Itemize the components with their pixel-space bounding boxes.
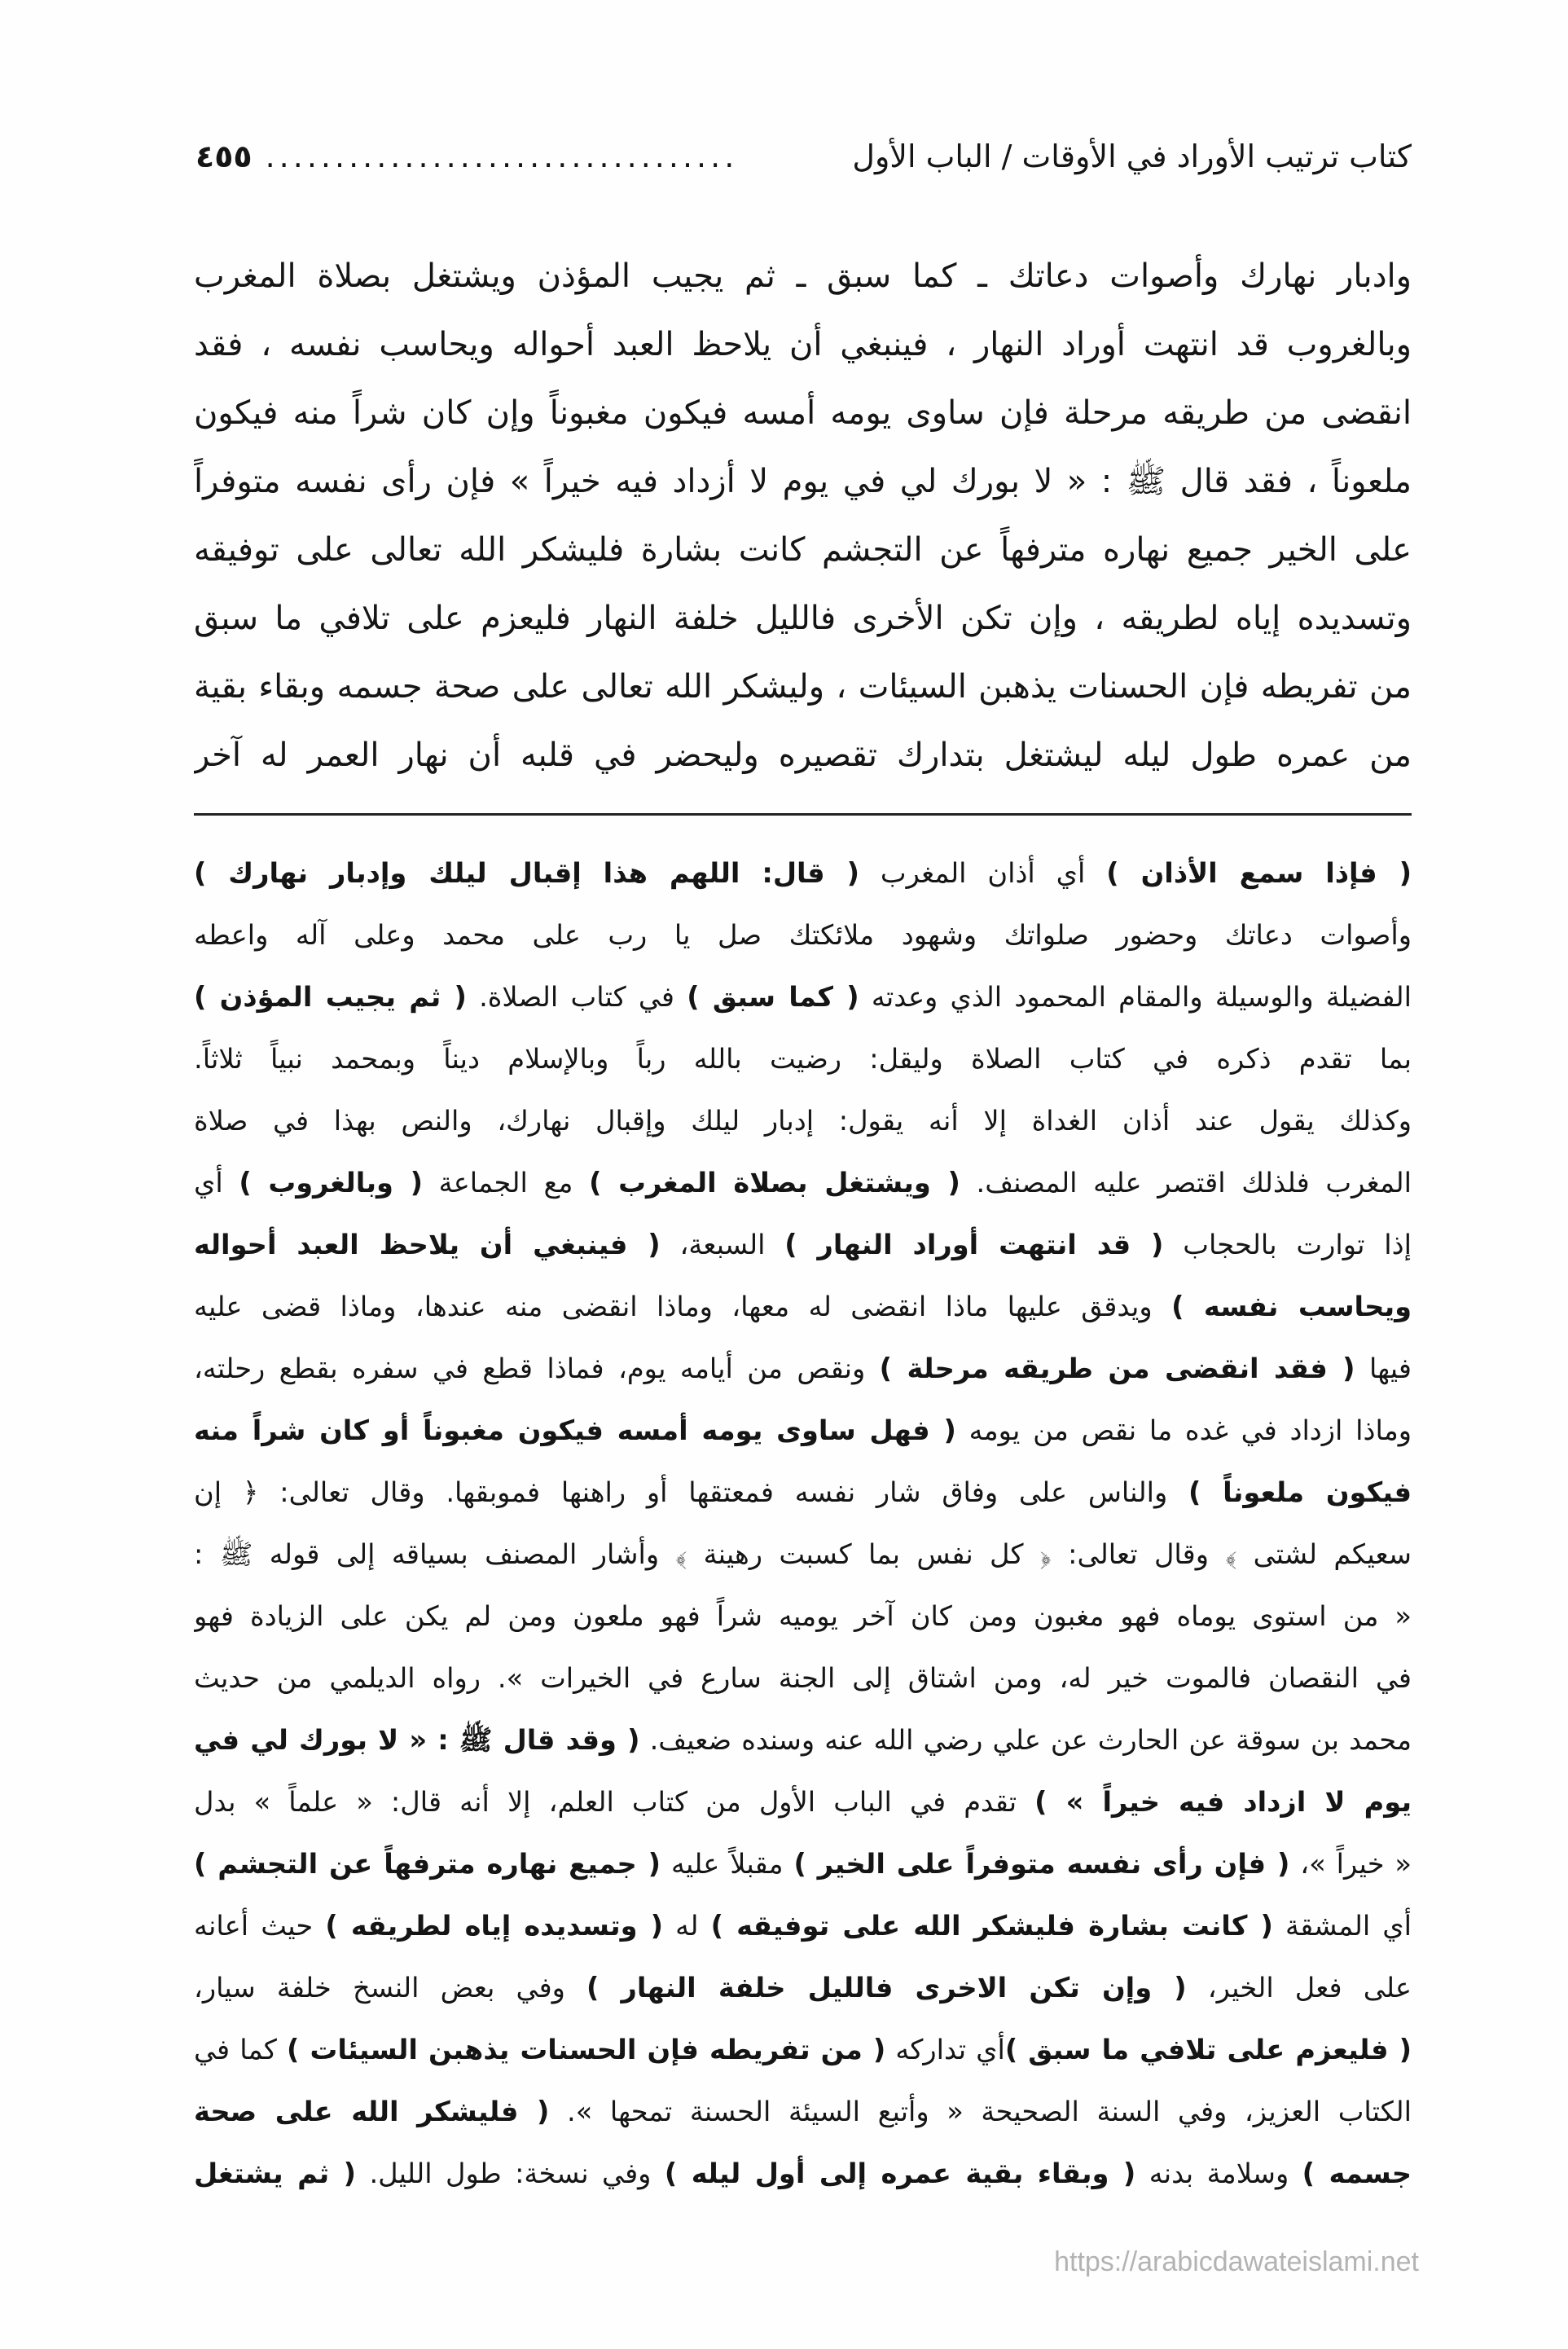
- quoted-source-text: ( من تفريطه فإن الحسنات يذهبن السيئات ): [287, 2034, 886, 2065]
- quoted-source-text: جسمه ): [1302, 2158, 1412, 2189]
- quoted-source-text: ( ثم يجيب المؤذن ): [194, 981, 467, 1013]
- commentary-line: [194, 1647, 1412, 1709]
- quoted-source-text: ( وإن تكن الاخرى فالليل خلفة النهار ): [586, 1972, 1187, 2004]
- commentary-line: [194, 1895, 1412, 1957]
- commentary-line: [194, 1957, 1412, 2019]
- dot-leader: ..................................: [265, 139, 739, 174]
- commentary-line: [194, 1709, 1412, 1771]
- commentary-text: مقبلاً عليه: [661, 1848, 794, 1880]
- commentary-line: [194, 842, 1412, 904]
- quoted-source-text: ويحاسب نفسه ): [1171, 1291, 1412, 1322]
- commentary-text: وفي نسخة: طول الليل.: [356, 2158, 665, 2189]
- commentary-text: والناس على وفاق شار نفسه فمعتقها أو راهنها فموبقها. وقال تعالى: ﴿ إن: [194, 1476, 1188, 1508]
- commentary-line-content: [194, 1229, 1412, 1260]
- quoted-source-text: ( وبقاء بقية عمره إلى أول ليله ): [664, 2158, 1136, 2189]
- quoted-source-text: ( كما سبق ): [687, 981, 859, 1013]
- commentary-text: فيها: [1355, 1353, 1412, 1384]
- commentary-text: أي: [194, 1167, 239, 1199]
- commentary-line-content: [194, 1353, 1412, 1384]
- commentary-text: « من استوى يوماه فهو مغبون ومن كان آخر يوميه شراً فهو ملعون ومن لم يكن على الزيادة فهو: [194, 1600, 1412, 1632]
- quoted-source-text: ( جميع نهاره مترفهاً عن التجشم ): [194, 1848, 661, 1880]
- quoted-source-text: ( فليعزم على تلافي ما سبق ): [1004, 2034, 1412, 2065]
- commentary-text: ونقص من أيامه يوم، فماذا قطع في سفره بقطع رحلته،: [194, 1353, 880, 1384]
- commentary-line-content: [194, 1786, 1412, 1818]
- quoted-source-text: ( وتسديده إياه لطريقه ): [325, 1910, 664, 1942]
- commentary-line: [194, 1586, 1412, 1647]
- commentary-line: [194, 1338, 1412, 1400]
- main-text-line: [194, 379, 1412, 447]
- commentary-text: محمد بن سوقة عن الحارث عن علي رضي الله عنه وسنده ضعيف.: [639, 1724, 1412, 1756]
- commentary-line-content: [194, 1043, 1412, 1075]
- commentary-text: الكتاب العزيز، وفي السنة الصحيحة « وأتبع السيئة الحسنة تمحها ».: [549, 2096, 1412, 2127]
- commentary-text: تقدم في الباب الأول من كتاب العلم، إلا أنه قال: « علماً » بدل: [194, 1786, 1035, 1818]
- main-text: [194, 242, 1412, 790]
- quoted-source-text: ( فينبغي أن يلاحظ العبد أحواله: [194, 1229, 661, 1260]
- commentary-text: على فعل الخير،: [1186, 1972, 1412, 2004]
- commentary-line-content: [194, 857, 1412, 889]
- quoted-source-text: ( فإن رأى نفسه متوفراً على الخير ): [793, 1848, 1290, 1880]
- commentary-line-content: [194, 1414, 1412, 1446]
- quoted-source-text: ( ثم يشتغل: [194, 2158, 357, 2189]
- main-text-line-content: من تفريطه فإن الحسنات يذهبن السيئات ، وليشكر الله تعالى على صحة جسمه وبقاء بقية: [194, 668, 1412, 706]
- commentary: [194, 842, 1412, 2205]
- commentary-text: « خيراً »،: [1289, 1848, 1412, 1880]
- commentary-line: [194, 1524, 1412, 1586]
- commentary-text: له: [663, 1910, 711, 1942]
- quoted-source-text: ( وقد قال ﷺ : « لا بورك لي في: [194, 1724, 640, 1756]
- quoted-source-text: ( قد انتهت أوراد النهار ): [784, 1229, 1164, 1260]
- main-text-line: [194, 721, 1412, 790]
- main-text-line: [194, 447, 1412, 516]
- commentary-text: أي المشقة: [1272, 1910, 1412, 1942]
- main-text-line-content: ملعوناً ، فقد قال ﷺ : « لا بورك لي في يوم لا أزداد فيه خيراً » فإن رأى نفسه متوفراً: [194, 463, 1412, 500]
- main-text-line: [194, 653, 1412, 721]
- quoted-source-text: ( ويشتغل بصلاة المغرب ): [589, 1167, 960, 1199]
- commentary-line: [194, 1028, 1412, 1090]
- separator-rule: [194, 813, 1412, 816]
- commentary-text: وماذا ازداد في غده ما نقص من يومه: [955, 1414, 1412, 1446]
- commentary-line: [194, 1771, 1412, 1833]
- main-text-line-content: وادبار نهارك وأصوات دعاتك ـ كما سبق ـ ثم يجيب المؤذن ويشتغل بصلاة المغرب: [194, 257, 1412, 295]
- page-number: ٤٥٥: [195, 139, 253, 174]
- commentary-line: [194, 966, 1412, 1028]
- quoted-source-text: ( فهل ساوى يومه أمسه فيكون مغبوناً أو كان شراً منه: [194, 1414, 956, 1446]
- commentary-text: الفضيلة والوسيلة والمقام المحمود الذي وعدته: [859, 981, 1412, 1013]
- commentary-line-content: [194, 2096, 1412, 2127]
- commentary-line-content: [194, 1848, 1412, 1880]
- commentary-text: حيث أعانه: [194, 1910, 326, 1942]
- commentary-text: في كتاب الصلاة.: [466, 981, 687, 1013]
- commentary-line-content: [194, 1105, 1412, 1137]
- main-text-line-content: انقضى من طريقه مرحلة فإن ساوى يومه أمسه فيكون مغبوناً وإن كان شراً منه فيكون: [194, 394, 1412, 432]
- commentary-line: [194, 2143, 1412, 2205]
- commentary-line-content: [194, 2158, 1412, 2189]
- commentary-text: وفي بعض النسخ خلفة سيار،: [194, 1972, 587, 2004]
- main-text-line-content: وتسديده إياه لطريقه ، وإن تكن الأخرى فالليل خلفة النهار فليعزم على تلافي ما سبق: [194, 600, 1412, 637]
- running-title: كتاب ترتيب الأوراد في الأوقات / الباب الأول: [852, 139, 1412, 174]
- quoted-source-text: ( فليشكر الله على صحة: [194, 2096, 550, 2127]
- commentary-text: كما في: [194, 2034, 288, 2065]
- main-text-line: [194, 516, 1412, 584]
- commentary-line: [194, 1276, 1412, 1338]
- commentary-line: [194, 1214, 1412, 1276]
- commentary-line-content: [194, 1910, 1412, 1942]
- quoted-source-text: ( قال: اللهم هذا إقبال ليلك وإدبار نهارك ): [194, 857, 860, 889]
- commentary-line: [194, 1833, 1412, 1895]
- commentary-line: [194, 1462, 1412, 1524]
- commentary-line: [194, 2081, 1412, 2143]
- commentary-text: المغرب فلذلك اقتصر عليه المصنف.: [960, 1167, 1412, 1199]
- commentary-line-content: [194, 1724, 1412, 1756]
- commentary-line-content: [194, 1538, 1412, 1570]
- watermark-url: https://arabicdawateislami.net: [1054, 2246, 1419, 2277]
- commentary-line-content: [194, 919, 1412, 951]
- commentary-text: أي تداركه: [885, 2034, 1005, 2065]
- main-text-line-content: من عمره طول ليله ليشتغل بتدارك تقصيره وليحضر في قلبه أن نهار العمر له آخر: [194, 737, 1412, 774]
- main-text-line-content: على الخير جميع نهاره مترفهاً عن التجشم كانت بشارة فليشكر الله تعالى على توفيقه: [194, 531, 1412, 569]
- main-text-line: [194, 310, 1412, 379]
- commentary-line-content: [194, 1600, 1412, 1632]
- commentary-text: مع الجماعة: [423, 1167, 590, 1199]
- main-text-line: [194, 584, 1412, 653]
- quoted-source-text: فيكون ملعوناً ): [1188, 1476, 1412, 1508]
- commentary-text: السبعة،: [660, 1229, 785, 1260]
- main-text-line-content: وبالغروب قد انتهت أوراد النهار ، فينبغي أن يلاحظ العبد أحواله ويحاسب نفسه ، فقد: [194, 326, 1412, 363]
- commentary-line: [194, 1090, 1412, 1152]
- commentary-line-content: [194, 1972, 1412, 2004]
- quoted-source-text: ( فإذا سمع الأذان ): [1106, 857, 1412, 889]
- commentary-line: [194, 2019, 1412, 2081]
- commentary-text: أي أذان المغرب: [859, 857, 1107, 889]
- commentary-text: بما تقدم ذكره في كتاب الصلاة وليقل: رضيت بالله رباً وبالإسلام ديناً وبمحمد نبياً ثلاثاً.: [194, 1043, 1412, 1075]
- commentary-line-content: [194, 2034, 1412, 2065]
- commentary-text: سعيكم لشتى ﴾ وقال تعالى: ﴿ كل نفس بما كسبت رهينة ﴾ وأشار المصنف بسياقه إلى قوله ﷺ :: [194, 1538, 1412, 1570]
- quoted-source-text: ( كانت بشارة فليشكر الله على توفيقه ): [710, 1910, 1273, 1942]
- commentary-line-content: [194, 1662, 1412, 1694]
- commentary-text: إذا توارت بالحجاب: [1163, 1229, 1412, 1260]
- commentary-text: ويدقق عليها ماذا انقضى له معها، وماذا انقضى منه عندها، وماذا قضى عليه: [194, 1291, 1172, 1322]
- commentary-text: وسلامة بدنه: [1135, 2158, 1302, 2189]
- commentary-line-content: [194, 981, 1412, 1013]
- page-header: [195, 130, 1412, 183]
- commentary-text: وأصوات دعاتك وحضور صلواتك وشهود ملائكتك صل يا رب على محمد وعلى آله واعطه: [194, 919, 1412, 951]
- quoted-source-text: ( وبالغروب ): [239, 1167, 423, 1199]
- commentary-line-content: [194, 1476, 1412, 1508]
- commentary-text: في النقصان فالموت خير له، ومن اشتاق إلى الجنة سارع في الخيرات ». رواه الديلمي من حديث: [194, 1662, 1412, 1694]
- commentary-line-content: [194, 1167, 1412, 1199]
- quoted-source-text: ( فقد انقضى من طريقه مرحلة ): [879, 1353, 1355, 1384]
- main-text-line: [194, 242, 1412, 310]
- commentary-line-content: [194, 1291, 1412, 1322]
- commentary-text: وكذلك يقول عند أذان الغداة إلا أنه يقول: إدبار ليلك وإقبال نهارك، والنص بهذا في صلاة: [194, 1105, 1412, 1137]
- commentary-line: [194, 904, 1412, 966]
- commentary-line: [194, 1400, 1412, 1462]
- commentary-line: [194, 1152, 1412, 1214]
- quoted-source-text: يوم لا ازداد فيه خيراً » ): [1034, 1786, 1412, 1818]
